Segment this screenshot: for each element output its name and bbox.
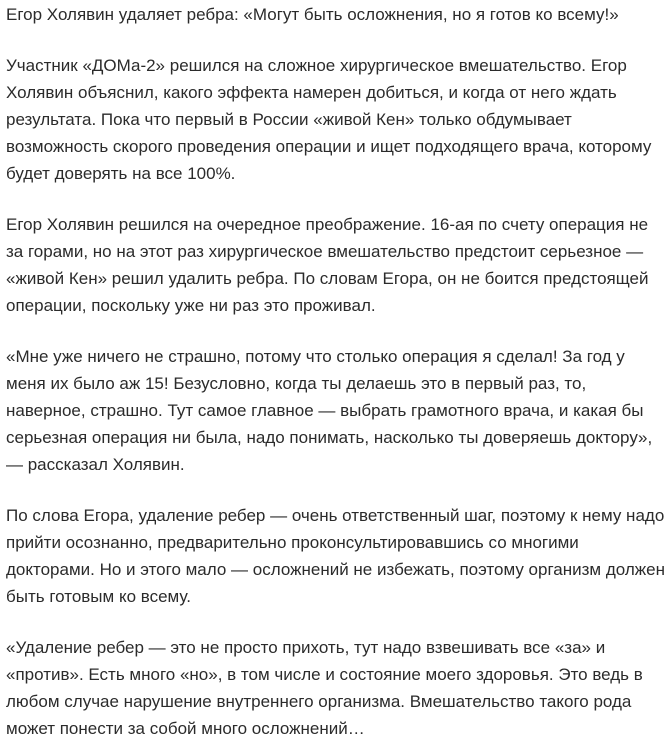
article-quote-paragraph: «Удаление ребер — это не просто прихоть, тут надо взвешивать все «за» и «против». Есть много «но», в том числе и состояние моего здоровья. Это ведь в любом случае нарушение внутреннего организма. Вмешательство такого рода может понести за собой много осложнений… bbox=[6, 638, 643, 738]
article-paragraph: Участник «ДОМа-2» решился на сложное хирургическое вмешательство. Егор Холявин объяснил, какого эффекта намерен добиться, и когда от него ждать результата. Пока что первый в России «живой Кен» только обдумывает возможность скорого проведения операции и ищет подходящего врача, которому будет доверять на все 100%. bbox=[6, 56, 652, 183]
article-paragraph: По слова Егора, удаление ребер — очень ответственный шаг, поэтому к нему надо прийти осознанно, предварительно проконсультировавшись со многими докторами. Но и этого мало — осложнений не избежать, поэтому организм должен быть готовым ко всему. bbox=[6, 506, 665, 606]
article-title: Егор Холявин удаляет ребра: «Могут быть осложнения, но я готов ко всему!» bbox=[6, 5, 619, 24]
article bbox=[6, 1, 668, 742]
article-paragraph: Егор Холявин решился на очередное преображение. 16-ая по счету операция не за горами, но на этот раз хирургическое вмешательство предстоит серьезное — «живой Кен» решил удалить ребра. По словам Егора, он не боится предстоящей операции, поскольку уже ни раз это проживал. bbox=[6, 215, 649, 315]
article-quote-paragraph: «Мне уже ничего не страшно, потому что столько операция я сделал! За год у меня их было аж 15! Безусловно, когда ты делаешь это в первый раз, то, наверное, страшно. Тут самое главное — выбрать грамотного врача, и какая бы серьезная операция ни была, надо понимать, насколько ты доверяешь доктору», — рассказал Холявин. bbox=[6, 347, 653, 474]
